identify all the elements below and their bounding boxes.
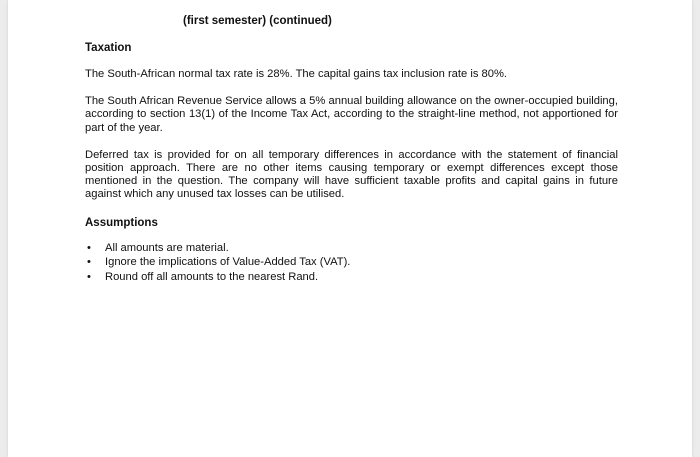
page-header: (first semester) (continued) xyxy=(183,15,332,27)
document-page xyxy=(8,0,692,457)
assumption-item xyxy=(85,255,618,270)
bullet-icon: • xyxy=(87,270,91,283)
assumptions-heading: Assumptions xyxy=(85,216,158,229)
assumption-item xyxy=(85,270,618,285)
taxation-heading: Taxation xyxy=(85,42,132,54)
taxation-paragraph-deferred-tax: Deferred tax is provided for on all temporary differences in accordance with the statement of financial position approach. There are no other items causing temporary or exempt differences except those mentioned in the question. The company will have sufficient taxable profits and capital gains in future against which any unused tax losses can be utilised. xyxy=(85,148,618,201)
assumption-text: All amounts are material. xyxy=(105,241,229,254)
assumption-text: Ignore the implications of Value-Added Tax (VAT). xyxy=(105,256,351,269)
bullet-icon: • xyxy=(87,241,91,254)
assumptions-list xyxy=(85,241,618,285)
taxation-paragraph-building-allowance: The South African Revenue Service allows a 5% annual building allowance on the owner-occupied building, according to section 13(1) of the Income Tax Act, according to the straight-line method, not apportioned for part of the year. xyxy=(85,95,618,134)
assumption-item xyxy=(85,241,618,256)
taxation-paragraph-rates: The South-African normal tax rate is 28%. The capital gains tax inclusion rate is 80%. xyxy=(85,68,508,80)
bullet-icon: • xyxy=(87,256,91,269)
assumption-text: Round off all amounts to the nearest Rand. xyxy=(105,270,319,283)
document-content xyxy=(85,41,618,284)
